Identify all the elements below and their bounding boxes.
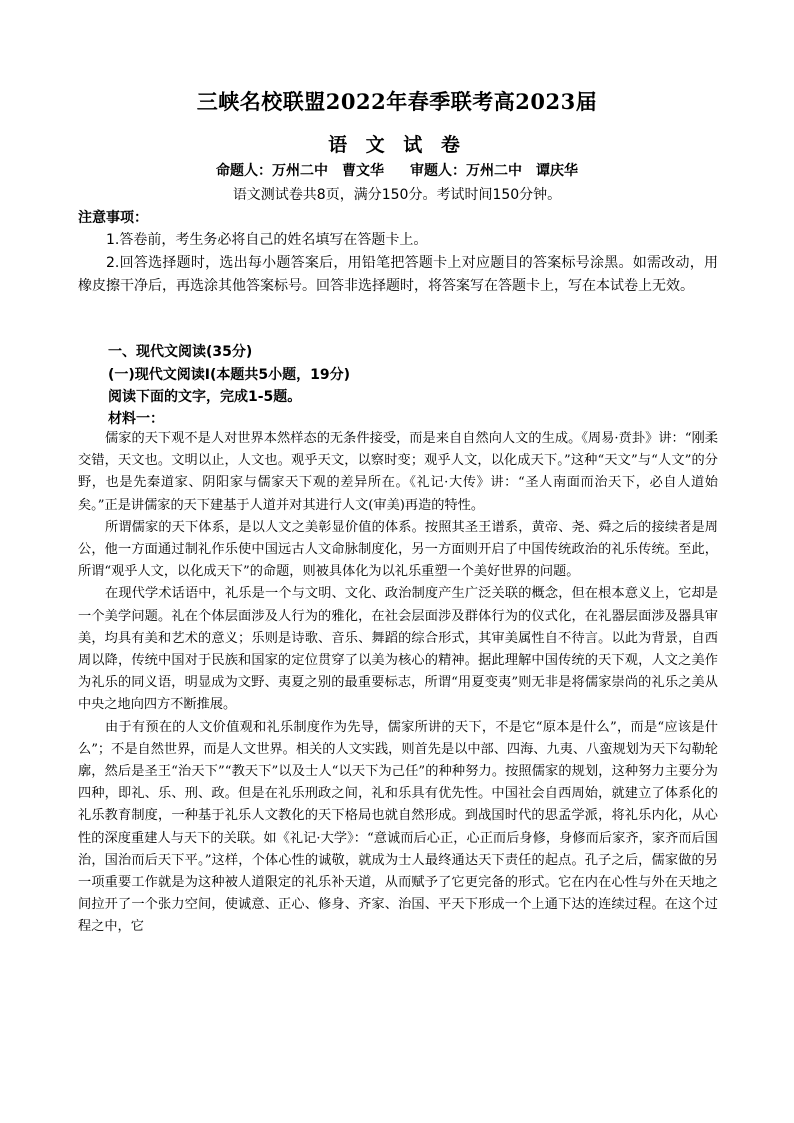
section-heading: 一、现代文阅读(35分) [108,344,253,360]
subject-title: 语 文 试 卷 [328,134,466,156]
passage [78,428,718,939]
material-label: 材料一： [108,411,164,427]
passage-paragraph: 在现代学术话语中，礼乐是一个与文明、文化、政治制度产生广泛关联的概念，但在根本意义上，它却是一个美学问题。礼在个体层面涉及人行为的雅化，在社会层面涉及群体行为的仪式化，在礼器层面涉及器具审美，均具有美和艺术的意义；乐则是诗歌、音乐、舞蹈的综合形式，其审美属性自不待言。以此为背景，自西周以降，传统中国对于民族和国家的定位贯穿了以美为核心的精神。据此理解中国传统的天下观，人文之美作为礼乐的同义语，明显成为文野、夷夏之别的最重要标志，所谓“用夏变夷”则无非是将儒家崇尚的礼乐之美从中央之地向四方不断推展。 [78,586,718,713]
setter-label: 命题人：万州二中 曹文华 [216,163,384,179]
passage-paragraph: 由于有预在的人文价值观和礼乐制度作为先导，儒家所讲的天下，不是它“原本是什么”，而是“应该是什么”；不是自然世界，而是人文世界。相关的人文实践，则首先是以中部、四海、九夷、八蛮规划为天下勾勒轮廓，然后是圣王“治天下”“教天下”以及士人“以天下为己任”的种种努力。按照儒家的规划，这种努力主要分为四种，即礼、乐、刑、政。但是在礼乐刑政之间，礼和乐具有优先性。中国社会自西周始，就建立了体系化的礼乐教育制度，一种基于礼乐人文教化的天下格局也就自然形成。到战国时代的思孟学派，将礼乐内化，从心性的深度重建人与天下的关联。如《礼记·大学》：“意诚而后心正，心正而后身修，身修而后家齐，家齐而后国治，国治而后天下平。”这样，个体心性的诚敬，就成为士人最终通达天下责任的起点。孔子之后，儒家做的另一项重要工作就是为这种被人道限定的礼乐补天道，从而赋予了它更完备的形式。它在内在心性与外在天地之间拉开了一个张力空间，使诚意、正心、修身、齐家、治国、平天下形成一个上通下达的连续过程。在这个过程之中，它 [78,719,718,935]
exam-title: 三峡名校联盟2022年春季联考高2023届 [196,89,598,114]
notice-item: 2.回答选择题时，选出每小题答案后，用铅笔把答题卡上对应题目的答案标号涂黑。如需改动，用橡皮擦干净后，再选涂其他答案标号。回答非选择题时，将答案写在答题卡上，写在本试卷上无效。 [78,255,718,294]
passage-paragraph: 儒家的天下观不是人对世界本然样态的无条件接受，而是来自自然向人文的生成。《周易·贲卦》讲：“刚柔交错，天文也。文明以止，人文也。观乎天文，以察时变；观乎人文，以化成天下。”这种“天文”与“人文”的分野，也是先秦道家、阴阳家与儒家天下观的差异所在。《礼记·大传》讲：“圣人南面而治天下，必自人道始矣。”正是讲儒家的天下建基于人道并对其进行人文(审美)再造的特性。 [78,431,718,513]
exam-meta: 语文测试卷共8页，满分150分。考试时间150分钟。 [232,187,562,203]
reading-instruction: 阅读下面的文字，完成1-5题。 [108,389,302,405]
reviewer-label: 审题人：万州二中 谭庆华 [410,163,578,179]
notice-item: 1.答卷前，考生务必将自己的姓名填写在答题卡上。 [106,232,428,248]
passage-paragraph: 所谓儒家的天下体系，是以人文之美彰显价值的体系。按照其圣王谱系，黄帝、尧、舜之后的接续者是周公，他一方面通过制礼作乐使中国远古人文命脉制度化，另一方面则开启了中国传统政治的礼乐传统。至此，所谓“观乎人文，以化成天下”的命题，则被具体化为以礼乐重塑一个美好世界的问题。 [78,519,718,580]
subsection-heading: (一)现代文阅读Ⅰ(本题共5小题，19分) [108,367,351,383]
authors-line [0,160,794,180]
notice-heading: 注意事项： [78,210,148,226]
